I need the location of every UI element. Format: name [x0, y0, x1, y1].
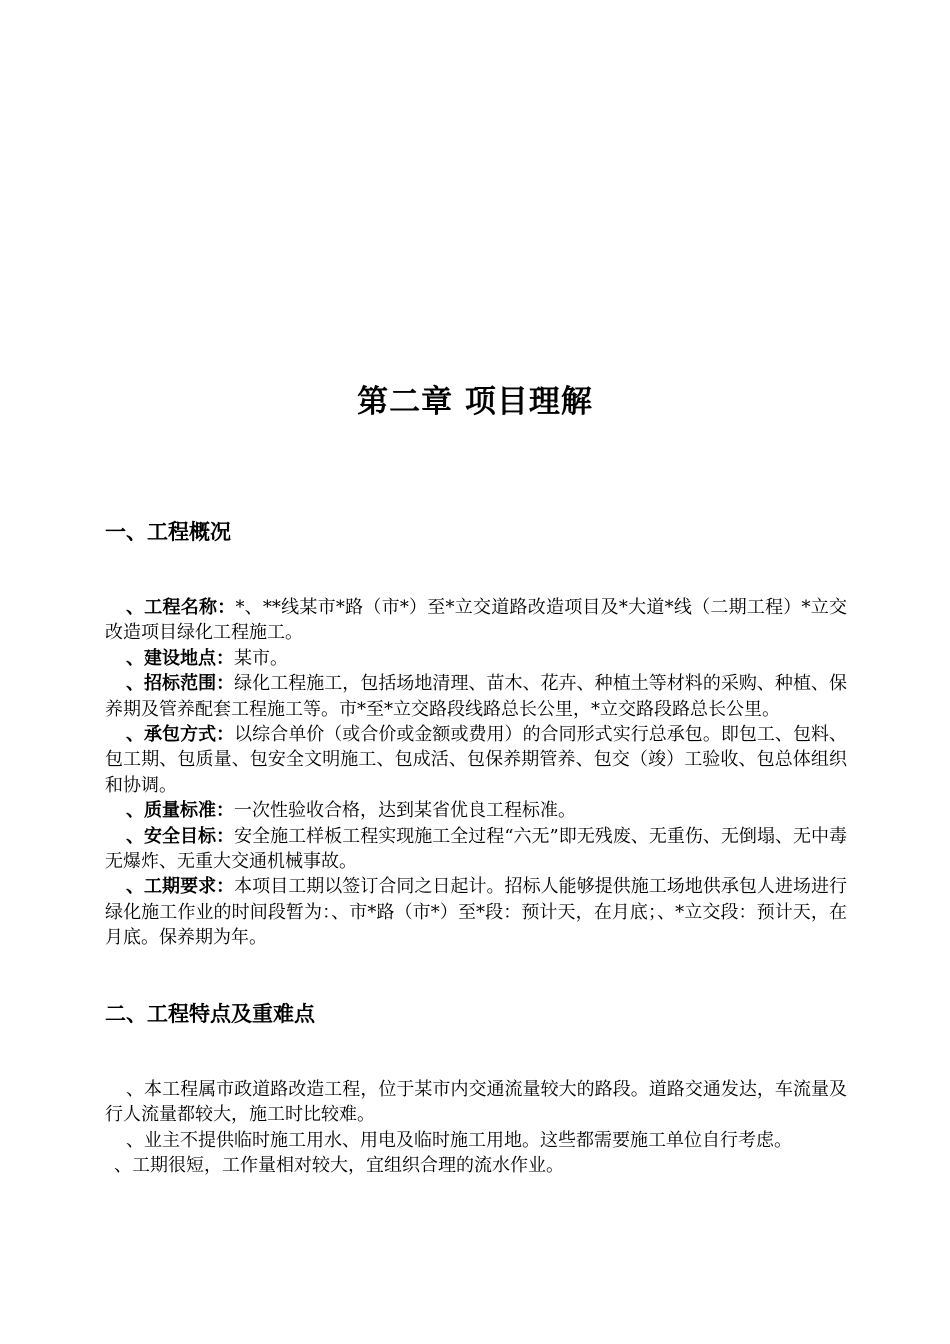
item-text: 安全施工样板工程实现施工全过程“六无”即无残废、无重伤、无倒塌、无中毒无爆炸、无重大交通机械事故。 — [105, 825, 847, 873]
item-label: 、质量标准： — [126, 800, 234, 822]
overview-item-project-name — [105, 595, 847, 646]
overview-item-safety-target — [105, 824, 847, 875]
overview-item-location — [105, 646, 847, 671]
item-label: 、工程名称： — [126, 597, 236, 618]
feature-item: 、工期很短，工作量相对较大，宜组织合理的流水作业。 — [114, 1155, 564, 1177]
overview-list — [105, 595, 847, 951]
item-text: 一次性验收合格，达到某省优良工程标准。 — [234, 800, 576, 822]
item-label: 、承包方式： — [126, 724, 235, 746]
section-heading-overview: 一、工程概况 — [105, 520, 231, 544]
feature-item: 、业主不提供临时施工用水、用电及临时施工用地。这些都需要施工单位自行考虑。 — [126, 1129, 792, 1151]
feature-item: 、本工程属市政道路改造工程，位于某市内交通流量较大的路段。道路交通发达，车流量及行人流量都较大，施工时比较难。 — [105, 1079, 847, 1126]
item-text: 某市。 — [234, 647, 288, 669]
section-heading-features: 二、工程特点及重难点 — [105, 1002, 315, 1026]
item-text: 以综合单价（或合价或金额或费用）的合同形式实行总承包。即包工、包料、包工期、包质量、包安全文明施工、包成活、包保养期管养、包交（竣）工验收、包总体组织和协调。 — [105, 724, 847, 796]
overview-item-schedule — [105, 874, 847, 950]
item-label: 、建设地点： — [126, 647, 234, 669]
overview-item-quality-standard — [105, 798, 847, 823]
features-list — [105, 1077, 847, 1179]
item-label: 、工期要求： — [126, 876, 235, 898]
item-label: 、安全目标： — [126, 825, 235, 847]
item-text: 绿化工程施工，包括场地清理、苗木、花卉、种植土等材料的采购、种植、保养期及管养配套工程施工等。市*至*立交路段线路总长公里，*立交路段路总长公里。 — [105, 673, 847, 720]
overview-item-scope — [105, 671, 847, 722]
chapter-title: 第二章 项目理解 — [357, 384, 593, 420]
item-label: 、招标范围： — [126, 673, 235, 695]
item-text: *、**线某市*路（市*）至*立交道路改造项目及*大道*线（二期工程）*立交改造项目绿化工程施工。 — [105, 597, 848, 644]
overview-item-contract-mode — [105, 722, 847, 798]
item-text: 本项目工期以签订合同之日起计。招标人能够提供施工场地供承包人进场进行绿化施工作业的时间段暂为：、市*路（市*）至*段：预计天，在月底；、*立交段：预计天，在月底。保养期为年。 — [105, 876, 847, 949]
